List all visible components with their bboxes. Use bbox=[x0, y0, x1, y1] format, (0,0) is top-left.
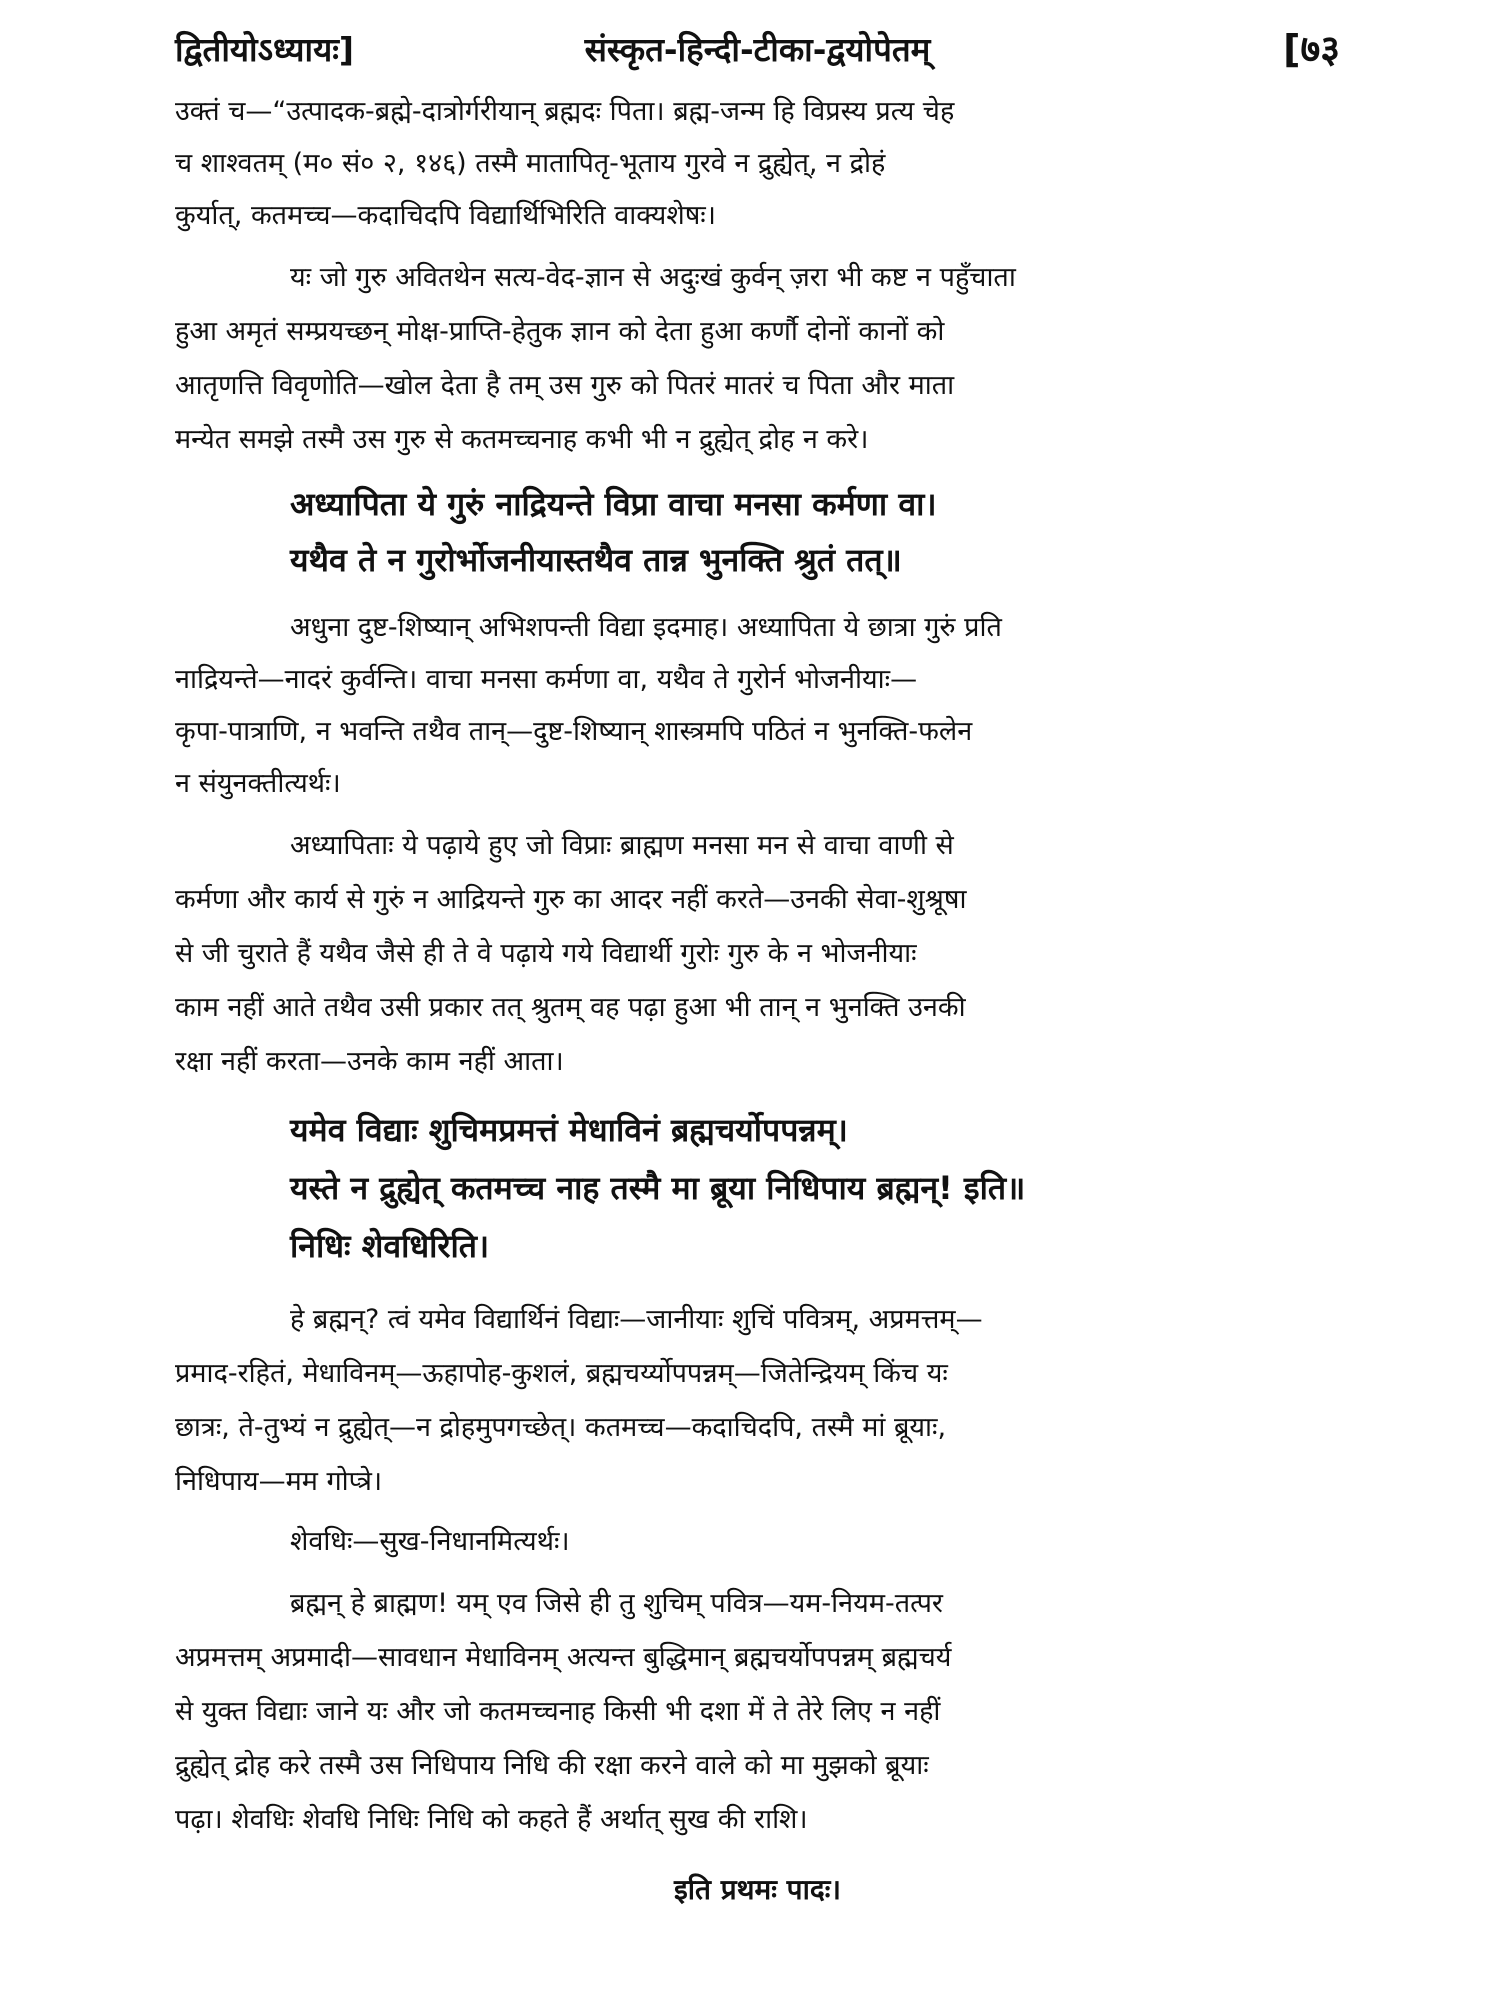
verse-line: यमेव विद्याः शुचिमप्रमत्तं मेधाविनं ब्रह्मचर्योपपन्नम्। bbox=[290, 1111, 848, 1149]
verse-line: यथैव ते न गुरोर्भोजनीयास्तथैव तान्न भुनक्ति श्रुतं तत्॥ bbox=[290, 541, 902, 579]
text-line: शेवधिः—सुख-निधानमित्यर्थः। bbox=[290, 1526, 570, 1557]
text-line: अप्रमत्तम् अप्रमादी—सावधान मेधाविनम् अत्यन्त बुद्धिमान् ब्रह्मचर्योपपन्नम् ब्रह्मचर्य bbox=[175, 1642, 952, 1673]
text-line: द्रुह्येत् द्रोह करे तस्मै उस निधिपाय निधि की रक्षा करने वाले को मा मुझको ब्रूयाः bbox=[175, 1750, 929, 1781]
page-number: [७३ bbox=[1283, 27, 1340, 71]
text-line: काम नहीं आते तथैव उसी प्रकार तत् श्रुतम् वह पढ़ा हुआ भी तान् न भुनक्ति उनकी bbox=[175, 992, 966, 1023]
text-line: कृपा-पात्राणि, न भवन्ति तथैव तान्—दुष्ट-शिष्यान् शास्त्रमपि पठितं न भुनक्ति-फलेन bbox=[175, 716, 973, 747]
text-line: कर्मणा और कार्य से गुरुं न आद्रियन्ते गुरु का आदर नहीं करते—उनकी सेवा-शुश्रूषा bbox=[175, 884, 967, 915]
text-line: मन्येत समझे तस्मै उस गुरु से कतमच्चनाह कभी भी न द्रुह्येत् द्रोह न करे। bbox=[175, 424, 869, 455]
verse-line: अध्यापिता ये गुरुं नाद्रियन्ते विप्रा वाचा मनसा कर्मणा वा। bbox=[290, 485, 937, 523]
page-header bbox=[175, 20, 1340, 70]
text-line: कुर्यात्, कतमच्च—कदाचिदपि विद्यार्थिभिरिति वाक्यशेषः। bbox=[175, 200, 716, 231]
text-line: से युक्त विद्याः जाने यः और जो कतमच्चनाह किसी भी दशा में ते तेरे लिए न नहीं bbox=[175, 1696, 941, 1727]
text-line: प्रमाद-रहितं, मेधाविनम्—ऊहापोह-कुशलं, ब्रह्मचर्य्योपपन्नम्—जितेन्द्रियम् किंच यः bbox=[175, 1358, 948, 1389]
chapter-heading: द्वितीयोऽध्यायः] bbox=[175, 30, 354, 69]
text-line: यः जो गुरु अवितथेन सत्य-वेद-ज्ञान से अदुःखं कुर्वन् ज़रा भी कष्ट न पहुँचाता bbox=[290, 262, 1016, 293]
text-line: अधुना दुष्ट-शिष्यान् अभिशपन्ती विद्या इदमाह। अध्यापिता ये छात्रा गुरुं प्रति bbox=[290, 612, 1002, 643]
verse-line: यस्ते न द्रुह्येत् कतमच्च नाह तस्मै मा ब्रूया निधिपाय ब्रह्मन्! इति॥ bbox=[290, 1169, 1026, 1207]
text-line: नाद्रियन्ते—नादरं कुर्वन्ति। वाचा मनसा कर्मणा वा, यथैव ते गुरोर्न भोजनीयाः— bbox=[175, 664, 918, 695]
text-line: न संयुनक्तीत्यर्थः। bbox=[175, 768, 341, 799]
text-line: अध्यापिताः ये पढ़ाये हुए जो विप्राः ब्राह्मण मनसा मन से वाचा वाणी से bbox=[290, 830, 954, 861]
text-line: से जी चुराते हैं यथैव जैसे ही ते वे पढ़ाये गये विद्यार्थी गुरोः गुरु के न भोजनीयाः bbox=[175, 938, 917, 969]
text-line: छात्रः, ते-तुभ्यं न द्रुह्येत्—न द्रोहमुपगच्छेत्। कतमच्च—कदाचिदपि, तस्मै मां ब्रूयाः, bbox=[175, 1412, 947, 1443]
text-line: ब्रह्मन् हे ब्राह्मण! यम् एव जिसे ही तु शुचिम् पवित्र—यम-नियम-तत्पर bbox=[290, 1588, 943, 1619]
section-end: इति प्रथमः पादः। bbox=[674, 1873, 841, 1906]
text-line: रक्षा नहीं करता—उनके काम नहीं आता। bbox=[175, 1046, 564, 1077]
book-title: संस्कृत-हिन्दी-टीका-द्वयोपेतम् bbox=[584, 30, 931, 69]
text-line: उक्तं च—“उत्पादक-ब्रह्मे-दात्रोर्गरीयान् ब्रह्मदः पिता। ब्रह्म-जन्म हि विप्रस्य प्रत्य चेह bbox=[175, 96, 955, 127]
text-line: हुआ अमृतं सम्प्रयच्छन् मोक्ष-प्राप्ति-हेतुक ज्ञान को देता हुआ कर्णौ दोनों कानों को bbox=[175, 316, 945, 347]
text-line: आतृणत्ति विवृणोति—खोल देता है तम् उस गुरु को पितरं मातरं च पिता और माता bbox=[175, 370, 955, 401]
text-line: हे ब्रह्मन्? त्वं यमेव विद्यार्थिनं विद्याः—जानीयाः शुचिं पवित्रम्, अप्रमत्तम्— bbox=[290, 1304, 983, 1335]
text-line: निधिपाय—मम गोप्त्रे। bbox=[175, 1466, 383, 1497]
text-line: च शाश्वतम् (म० सं० २, १४६) तस्मै मातापितृ-भूताय गुरवे न द्रुह्येत्, न द्रोहं bbox=[175, 148, 886, 179]
verse-line: निधिः शेवधिरिति। bbox=[290, 1227, 490, 1265]
text-line: पढ़ा। शेवधिः शेवधि निधिः निधि को कहते हैं अर्थात् सुख की राशि। bbox=[175, 1804, 808, 1835]
